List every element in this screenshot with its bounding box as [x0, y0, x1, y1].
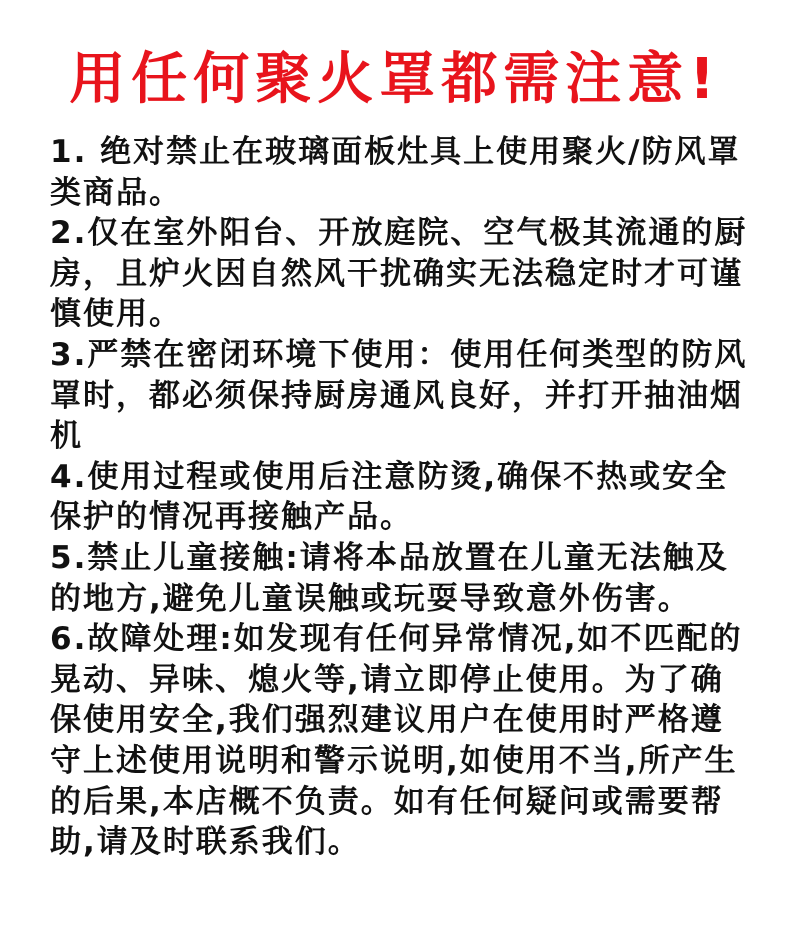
notice-item-1: 1. 绝对禁止在玻璃面板灶具上使用聚火/防风罩类商品。 [50, 134, 741, 211]
notice-item-3: 3.严禁在密闭环境下使用：使用任何类型的防风罩时，都必须保持厨房通风良好，并打开抽油烟机 [50, 336, 748, 455]
notice-item-6: 6.故障处理:如发现有任何异常情况,如不匹配的晃动、异味、熄火等,请立即停止使用。为了确保使用安全,我们强烈建议用户在使用时严格遵守上述使用说明和警示说明,如使用不当,所产生的后果,本店概不负责。如有任何疑问或需要帮助,请及时联系我们。 [50, 621, 743, 861]
notice-title: 用任何聚火罩都需注意! [69, 47, 721, 112]
notice-body [50, 132, 750, 863]
notice-item-2: 2.仅在室外阳台、开放庭院、空气极其流通的厨房，且炉火因自然风干扰确实无法稳定时才可谨慎使用。 [50, 215, 748, 333]
notice-item-4: 4.使用过程或使用后注意防烫,确保不热或安全保护的情况再接触产品。 [50, 458, 729, 536]
notice-item-5: 5.禁止儿童接触:请将本品放置在儿童无法触及的地方,避免儿童误触或玩耍导致意外伤害。 [50, 539, 729, 617]
